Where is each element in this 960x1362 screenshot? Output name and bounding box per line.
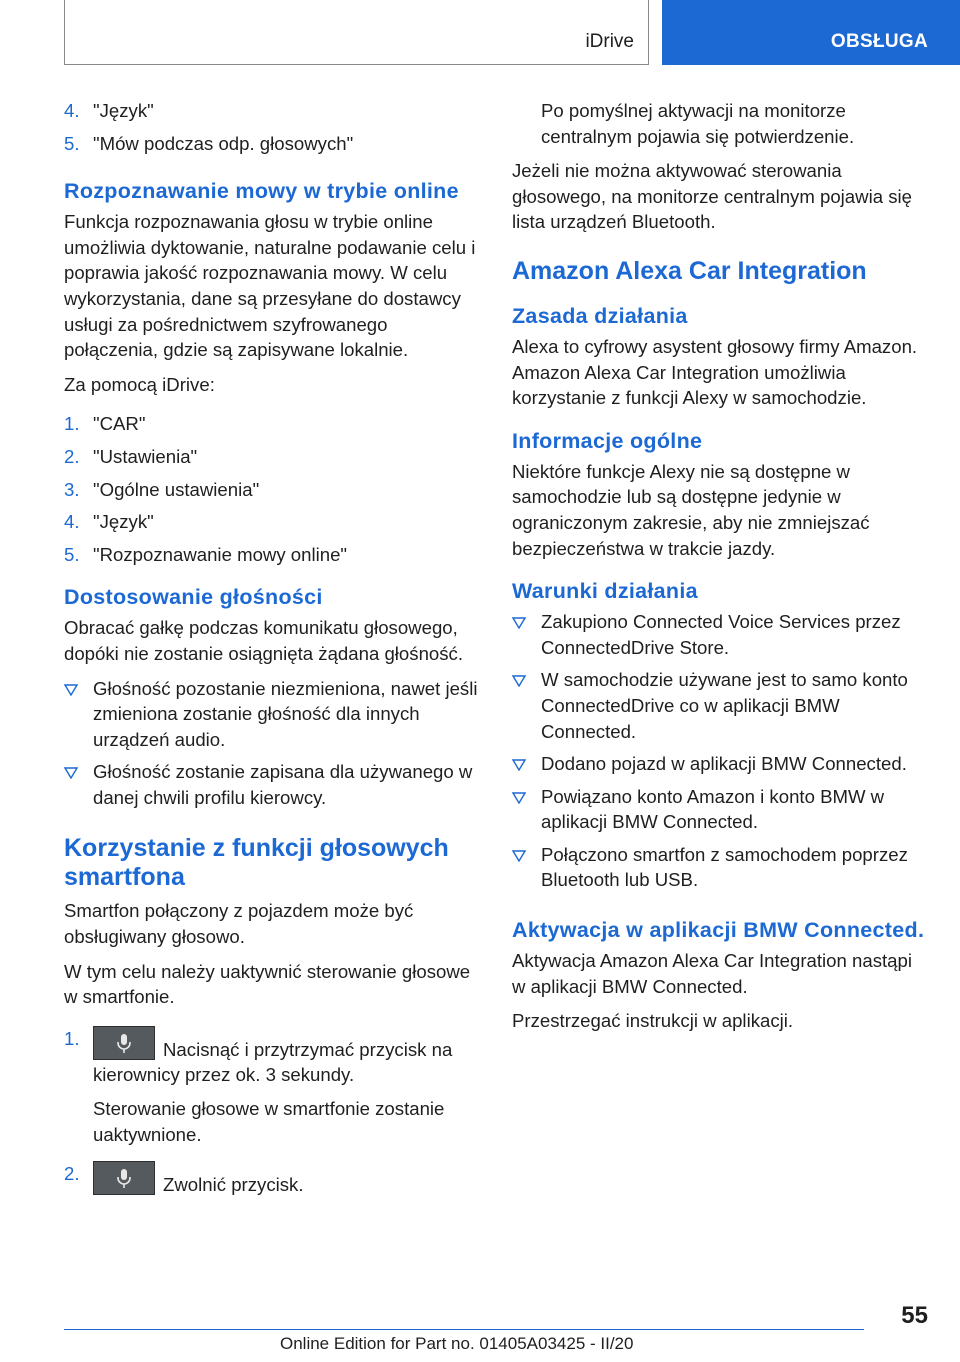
chapter-tab — [64, 0, 649, 65]
page-number: 55 — [901, 1302, 928, 1329]
paragraph-volume: Obracać gałkę podczas komunikatu głosowego, dopóki nie zostanie osiągnięta żądana głośność. — [64, 617, 464, 664]
language-steps-list — [64, 98, 484, 156]
triangle-bullet-icon — [64, 767, 78, 779]
list-item — [64, 1026, 484, 1147]
list-item — [64, 131, 484, 157]
step-number: 4. — [64, 511, 80, 533]
paragraph-smartphone-1: Smartfon połączony z pojazdem może być obsługiwany głosowo. — [64, 900, 414, 948]
bullet-text: Zakupiono Connected Voice Services przez ConnectedDrive Store. — [541, 611, 901, 658]
list-item — [64, 759, 484, 810]
step-text: "Rozpoznawanie mowy online" — [93, 543, 348, 565]
volume-bullet-list — [64, 676, 484, 811]
step-result-text: Sterowanie głosowe w smartfonie zostanie uaktywnione. — [93, 1098, 445, 1145]
triangle-bullet-icon — [512, 759, 526, 771]
voice-button-image — [93, 1026, 155, 1060]
step-text: "Ustawienia" — [93, 445, 198, 467]
bullet-text: Dodano pojazd w aplikacji BMW Connected. — [541, 753, 907, 775]
triangle-bullet-icon — [64, 684, 78, 696]
list-item — [64, 509, 484, 535]
paragraph-activation-fail: Jeżeli nie można aktywować sterowania głosowego, na monitorze centralnym pojawia się lista urządzeń Bluetooth. — [512, 160, 912, 233]
step-text: "Ogólne ustawienia" — [93, 478, 260, 500]
list-item — [512, 842, 928, 893]
step-number: 2. — [64, 445, 80, 467]
online-steps-list — [64, 411, 484, 567]
paragraph-follow-instructions: Przestrzegać instrukcji w aplikacji. — [512, 1010, 794, 1032]
bullet-text: Głośność zostanie zapisana dla używanego w danej chwili profilu kierowcy. — [93, 761, 473, 808]
list-item — [64, 411, 484, 437]
list-item — [512, 751, 928, 777]
step-text: "CAR" — [93, 413, 146, 435]
bullet-text: Głośność pozostanie niezmieniona, nawet jeśli zmieniona zostanie głośność dla innych urządzeń audio. — [93, 677, 478, 750]
list-item — [64, 1161, 484, 1198]
list-item — [512, 667, 928, 744]
page-header — [0, 0, 960, 66]
paragraph-general-info: Niektóre funkcje Alexy nie są dostępne w samochodzie lub są dostępne jedynie w ograniczonym zakresie, aby nie zmniejszać bezpieczeństwa w trakcie jazdy. — [512, 460, 870, 559]
step-text: "Mów podczas odp. głosowych" — [93, 132, 354, 154]
paragraph-idrive: Za pomocą iDrive: — [64, 373, 215, 395]
footer-edition-text: Online Edition for Part no. 01405A03425 - II/20 — [280, 1334, 634, 1353]
list-item — [512, 609, 928, 660]
step-number: 1. — [64, 413, 80, 435]
voice-button-image — [93, 1161, 155, 1195]
conditions-bullet-list — [512, 609, 928, 893]
bullet-text: Powiązano konto Amazon i konto BMW w aplikacji BMW Connected. — [541, 785, 885, 833]
heading-general-info: Informacje ogólne — [512, 428, 703, 453]
step-number: 5. — [64, 132, 80, 154]
list-item — [512, 784, 928, 835]
heading-conditions: Warunki działania — [512, 579, 698, 604]
step-number: 4. — [64, 100, 80, 121]
section-tab-label: OBSŁUGA — [830, 31, 928, 52]
left-column — [64, 98, 484, 1205]
list-item — [64, 676, 484, 753]
step-text: "Język" — [93, 100, 154, 121]
step-number: 3. — [64, 478, 80, 500]
heading-alexa: Amazon Alexa Car Integration — [512, 256, 867, 285]
list-item — [64, 444, 484, 470]
bullet-text: W samochodzie używane jest to samo konto ConnectedDrive co w aplikacji BMW Connected. — [541, 669, 908, 742]
heading-smartphone-voice: Korzystanie z funkcji głosowych smartfona — [64, 834, 449, 892]
step-text: "Język" — [93, 511, 154, 533]
list-item — [64, 98, 484, 124]
triangle-bullet-icon — [512, 792, 526, 804]
smartphone-steps-list — [64, 1026, 484, 1198]
step-text: Nacisnąć i przytrzymać przycisk na kierownicy przez ok. 3 sekundy. — [93, 1038, 453, 1086]
step-text: Zwolnić przycisk. — [163, 1174, 304, 1196]
heading-online-recognition: Rozpoznawanie mowy w trybie online — [64, 179, 459, 204]
chapter-tab-label: iDrive — [585, 31, 634, 52]
heading-activation-app: Aktywacja w aplikacji BMW Connected. — [512, 918, 925, 943]
microphone-icon — [115, 1033, 133, 1055]
step-number: 2. — [64, 1163, 80, 1185]
triangle-bullet-icon — [512, 850, 526, 862]
microphone-icon — [115, 1168, 133, 1190]
right-column — [512, 98, 928, 1043]
paragraph-activation-app: Aktywacja Amazon Alexa Car Integration nastąpi w aplikacji BMW Connected. — [512, 950, 912, 997]
heading-volume: Dostosowanie głośności — [64, 585, 323, 610]
paragraph-smartphone-2: W tym celu należy uaktywnić sterowanie głosowe w smartfonie. — [64, 960, 471, 1008]
list-item — [64, 477, 484, 503]
footer-divider — [64, 1329, 864, 1330]
list-item — [64, 542, 484, 568]
paragraph-principle: Alexa to cyfrowy asystent głosowy firmy Amazon. Amazon Alexa Car Integration umożliwia korzystanie z funkcji Alexy w samochodzie. — [512, 335, 918, 409]
paragraph-confirmation: Po pomyślnej aktywacji na monitorze centralnym pojawia się potwierdzenie. — [541, 100, 855, 147]
heading-principle: Zasada działania — [512, 303, 688, 328]
step-number: 1. — [64, 1027, 80, 1049]
paragraph-online: Funkcja rozpoznawania głosu w trybie online umożliwia dyktowanie, naturalne podawanie celu i poprawia jakość rozpoznawania mowy. W celu wykorzystania, dane są przesyłane do dostawcy usługi za pośrednictwem szyfrowanego połączenia, gdzie są zapisywane lokalnie. — [64, 211, 476, 361]
step-number: 5. — [64, 543, 80, 565]
triangle-bullet-icon — [512, 617, 526, 629]
triangle-bullet-icon — [512, 675, 526, 687]
section-tab — [662, 0, 960, 65]
bullet-text: Połączono smartfon z samochodem poprzez Bluetooth lub USB. — [541, 843, 908, 891]
